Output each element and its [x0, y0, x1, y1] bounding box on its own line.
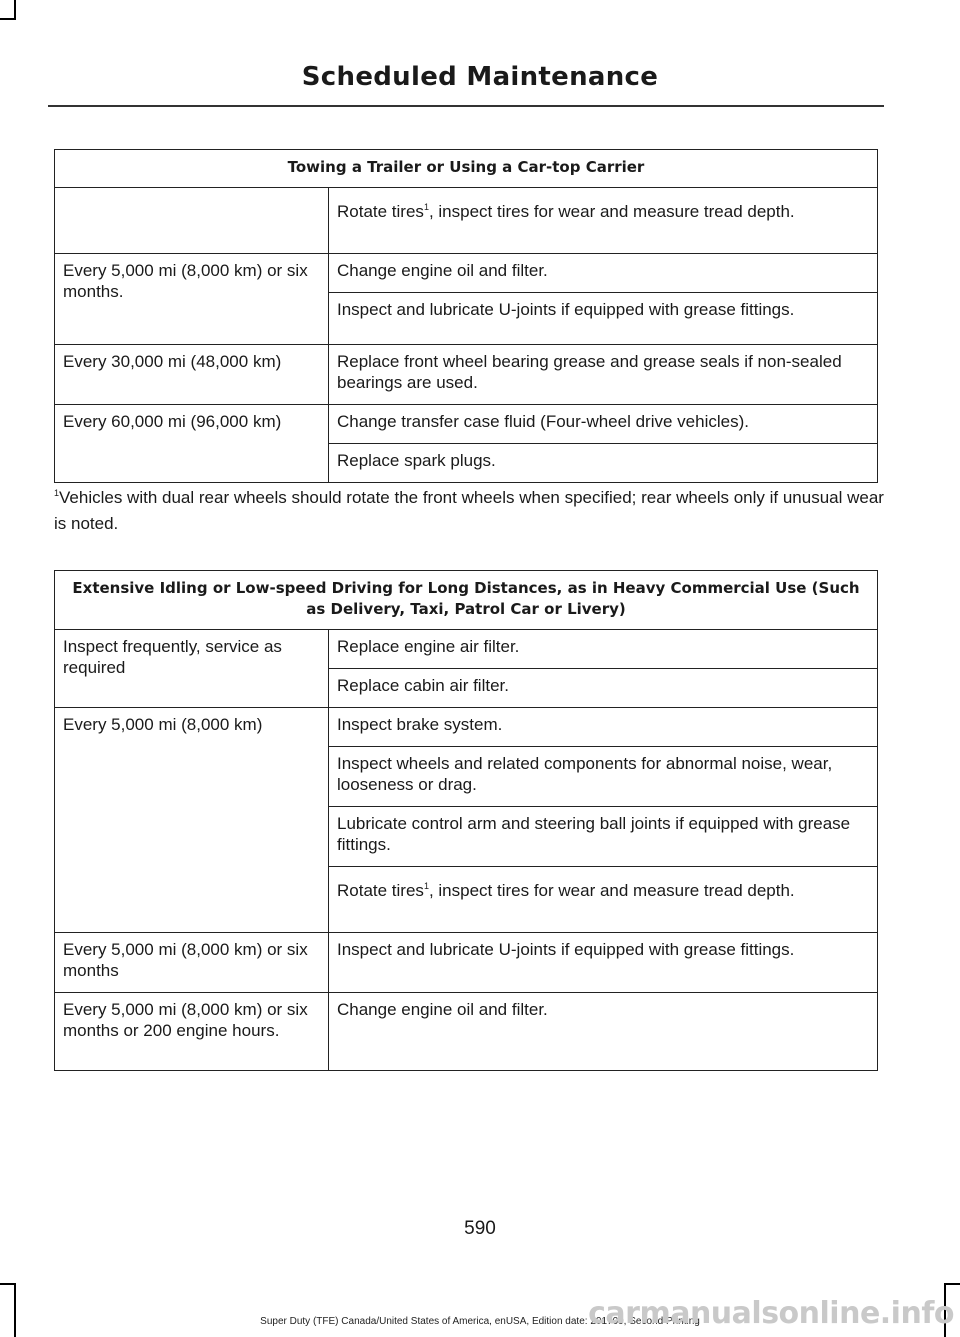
table-cell-task: Change transfer case fluid (Four-wheel drive vehicles). — [329, 405, 878, 444]
page-title: Scheduled Maintenance — [301, 62, 659, 92]
table-cell-task: Inspect wheels and related components for abnormal noise, wear, looseness or drag. — [329, 747, 878, 807]
table-cell-task: Change engine oil and filter. — [329, 993, 878, 1071]
table-cell-task: Lubricate control arm and steering ball joints if equipped with grease fittings. — [329, 807, 878, 867]
crop-mark — [0, 1283, 16, 1285]
table-cell-task: Inspect and lubricate U-joints if equipped with grease fittings. — [329, 933, 878, 993]
footnote-ref: 1 — [423, 881, 429, 891]
edition-line: Super Duty (TFE) Canada/United States of America, enUSA, Edition date: 201709, Second Printing — [260, 1316, 700, 1327]
table-cell-interval: Every 30,000 mi (48,000 km) — [55, 345, 329, 405]
table-cell-task: Replace cabin air filter. — [329, 669, 878, 708]
header-divider — [48, 105, 884, 107]
crop-mark — [0, 18, 16, 20]
table-cell-task: Replace front wheel bearing grease and grease seals if non-sealed bearings are used. — [329, 345, 878, 405]
table-cell-interval: Inspect frequently, service as required — [55, 630, 329, 708]
table-cell-task: Replace spark plugs. — [329, 444, 878, 483]
table-title: Towing a Trailer or Using a Car-top Carrier — [55, 150, 878, 188]
table-cell-interval: Every 5,000 mi (8,000 km) or six months. — [55, 254, 329, 345]
crop-mark — [14, 0, 16, 18]
table-cell-task: Inspect brake system. — [329, 708, 878, 747]
crop-mark — [14, 1283, 16, 1337]
footnote-text: Vehicles with dual rear wheels should rotate the front wheels when specified; rear wheels only if unusual wear is noted. — [54, 488, 884, 533]
table-cell-empty — [55, 188, 329, 254]
footnote — [54, 485, 884, 537]
table-cell-task: Rotate tires$^1$, inspect tires for wear and measure tread depth. — [329, 867, 878, 933]
footnote-mark: 1 — [54, 488, 60, 498]
towing-maintenance-table — [54, 149, 878, 483]
table-cell-task: Replace engine air filter. — [329, 630, 878, 669]
table-title: Extensive Idling or Low-speed Driving for Long Distances, as in Heavy Commercial Use (Such as Delivery, Taxi, Patrol Car or Livery) — [55, 571, 878, 630]
table-cell-task: Change engine oil and filter. — [329, 254, 878, 293]
table-cell-interval: Every 5,000 mi (8,000 km) or six months or 200 engine hours. — [55, 993, 329, 1071]
table-cell-task: Rotate tires$^1$, inspect tires for wear and measure tread depth. — [329, 188, 878, 254]
table-cell-interval: Every 5,000 mi (8,000 km) — [55, 708, 329, 933]
heavy-use-maintenance-table — [54, 570, 878, 1071]
page-number: 590 — [464, 1218, 496, 1239]
table-cell-task: Inspect and lubricate U-joints if equipped with grease fittings. — [329, 293, 878, 345]
watermark: carmanualsonline.info — [588, 1296, 954, 1331]
footnote-ref: 1 — [423, 202, 429, 212]
crop-mark — [944, 1283, 960, 1285]
table-cell-interval: Every 5,000 mi (8,000 km) or six months — [55, 933, 329, 993]
table-cell-interval: Every 60,000 mi (96,000 km) — [55, 405, 329, 483]
